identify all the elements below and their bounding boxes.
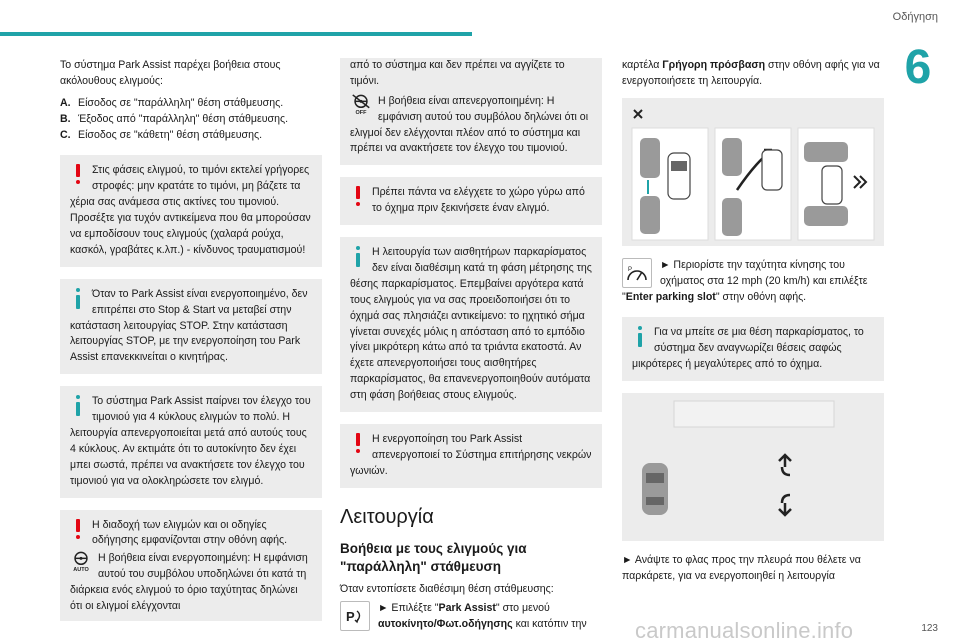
warning-icon (70, 163, 86, 185)
subsection-title: Βοήθεια με τους ελιγμούς για "παράλληλη" στάθμευση (340, 540, 527, 574)
page-header-title: Οδήγηση (892, 11, 938, 23)
when-text: Όταν εντοπίσετε διαθέσιμη θέση στάθμευσης: (340, 583, 554, 596)
off-text: Η βοήθεια είναι απενεργοποιημένη: Η εμφάνιση αυτού του συμβόλου δηλώνει ότι οι ελιγμοί δεν ελέγχονται πλέον από το σύστημα και πρέπει να ανακτήσετε τον έλεγχο του τιμονιού. (350, 94, 589, 155)
step-2 (622, 258, 884, 306)
watermark-text: carmanualsonline.info (635, 618, 854, 640)
intro-text: Το σύστημα Park Assist παρέχει βοήθεια στους ακόλουθους ελιγμούς: (60, 59, 281, 87)
warning-box-continued (340, 58, 602, 165)
page-number: 123 (921, 623, 938, 634)
speed-limit-icon (622, 258, 652, 288)
list-letter: B. (60, 112, 71, 125)
continued-text (622, 58, 884, 90)
warning-box (340, 424, 602, 488)
list-item (60, 128, 322, 144)
cont-pre: καρτέλα (622, 59, 663, 71)
indicator-diagram (622, 393, 884, 541)
info-box (622, 317, 884, 381)
step-3-text: ► Ανάψτε το φλας προς την πλευρά που θέλετε να παρκάρετε, για να ενεργοποιηθεί η λειτουργία (622, 554, 861, 583)
warning-text: Πρέπει πάντα να ελέγχετε το χώρο γύρω από το όχημα πριν ξεκινήσετε έναν ελιγμό. (372, 186, 585, 215)
step-1-bold: Park Assist (438, 602, 496, 615)
warning-icon (350, 432, 366, 454)
list-letter: A. (60, 96, 71, 109)
step-2-bold: Enter parking slot (625, 290, 716, 303)
list-item (60, 96, 322, 112)
cont-post: στην οθόνη αφής για να ενεργοποιήσετε τη λειτουργία. (622, 59, 880, 87)
chapter-number: 6 (904, 41, 932, 94)
continued-text: από το σύστημα και δεν πρέπει να αγγίζετε το τιμόνι. (350, 59, 565, 87)
info-text: Το σύστημα Park Assist παίρνει τον έλεγχο του τιμονιού για 4 κύκλους ελιγμών το πολύ. Η λειτουργία απενεργοποιείται μετά από αυτούς τους 4 κύκλους. Αν εκτιμάτε ότι το αυτοκίνητο δεν έχει μπει σωστά, πρέπει να ανακτήσετε τον έλεγχο του τιμονιού για να ολοκληρώσετε τον ελιγμό. (70, 395, 311, 487)
step-1-menu: αυτοκίνητο/Φωτ.οδήγησης (378, 617, 513, 630)
svg-text:P: P (346, 609, 355, 625)
auto-icon-label: AUTO (73, 567, 89, 574)
info-text: Όταν το Park Assist είναι ενεργοποιημένο, δεν επιτρέπει στο Stop & Start να μεταβεί στην κατάσταση λειτουργίας STOP. Στην κατάσταση λειτουργίας STOP, με την ενεργοποίηση του Park Assist επανεκκινείται ο κινητήρας. (70, 287, 308, 364)
info-icon (70, 394, 86, 416)
list-text: Είσοδος σε "κάθετη" θέση στάθμευσης. (78, 128, 263, 141)
park-assist-diagram (622, 98, 884, 246)
column-1 (60, 58, 322, 633)
warning-icon (70, 518, 86, 540)
warning-box (60, 155, 322, 266)
section-title: Λειτουργία (340, 505, 434, 528)
warning-box (60, 510, 322, 621)
svg-text:P: P (628, 266, 633, 273)
steering-wheel-auto-icon (70, 551, 92, 573)
park-assist-icon (340, 601, 370, 631)
info-box (60, 279, 322, 374)
step-2-pre: ► Περιορίστε την ταχύτητα κίνησης του οχήματος στα 12 mph (20 km/h) και επιλέξτε " (622, 258, 868, 303)
warning-text: Η διαδοχή των ελιγμών και οι οδηγίες οδήγησης εμφανίζονται στην οθόνη αφής. (92, 518, 288, 547)
warning-text: Η ενεργοποίηση του Park Assist απενεργοποιεί το Σύστημα επιτήρησης νεκρών γωνιών. (350, 433, 592, 477)
info-icon (70, 287, 86, 309)
step-1-pre: ► Επιλέξτε " (378, 602, 439, 615)
info-icon (632, 325, 648, 347)
list-text: Είσοδος σε "παράλληλη" θέση στάθμευσης. (78, 96, 284, 109)
list-item (60, 112, 322, 128)
warning-text-continued: Η βοήθεια είναι ενεργοποιημένη: Η εμφάνιση αυτού του συμβόλου υποδηλώνει ότι κατά τη διάρκεια ενός ελιγμού το όριο ταχύτητας δηλώνει ότι οι ελιγμοί ελέγχονται (70, 552, 308, 613)
info-box (60, 386, 322, 497)
info-box (340, 237, 602, 412)
steering-wheel-off-icon (350, 94, 372, 116)
step-2-post: " στην οθόνη αφής. (715, 290, 807, 303)
warning-box (340, 177, 602, 225)
off-icon-label: OFF (355, 109, 367, 116)
warning-icon (350, 185, 366, 207)
info-text: Η λειτουργία των αισθητήρων παρκαρίσματος δεν είναι διαθέσιμη κατά τη φάση μέτρησης της θέσης παρκαρίσματος. Επεμβαίνει αργότερα κατά τους ελιγμούς για να σας προειδοποιήσει ότι το όχημά σας πλησιάζει αντικείμενο: το ηχητικό σήμα γίνεται συνεχές μόλις η απόσταση από το εμπόδιο γίνει μικρότερη κάτω από τα τριάντα εκατοστά. Αν έχετε απενεργοποιήσει τους αισθητήρες παρκαρίσματος, θα επανενεργοποιηθούν αυτόματα στη φάση βοήθειας στους ελιγμούς. (350, 246, 592, 402)
header-accent-bar (0, 32, 472, 36)
info-text: Για να μπείτε σε μια θέση παρκαρίσματος, το σύστημα δεν αναγνωρίζει θέσεις σαφώς μικρότερες ή μεγαλύτερες από το όχημα. (632, 326, 864, 371)
step-1-mid: " στο μενού (495, 602, 550, 615)
warning-text: Στις φάσεις ελιγμού, το τιμόνι εκτελεί γρήγορες στροφές: μην κρατάτε το τιμόνι, μη βάζετε τα χέρια σας ανάμεσα στις ακτίνες του τιμονιού. Προσέξτε για τυχόν αντικείμενα που θα μπορούσαν να εμποδίσουν τους ελιγμούς (χαλαρά ρούχα, κασκόλ, γραβάτες κ.λπ.) - κίνδυνος τραυματισμού! (70, 164, 311, 256)
step-1 (340, 601, 602, 633)
info-icon (350, 245, 366, 267)
cont-bold: Γρήγορη πρόσβαση (662, 59, 766, 71)
column-2 (340, 58, 602, 633)
list-text: Έξοδος από "παράλληλη" θέση στάθμευσης. (78, 112, 289, 125)
list-letter: C. (60, 128, 71, 141)
column-3 (622, 58, 884, 591)
step-1-post: και κατόπιν την (512, 617, 587, 630)
